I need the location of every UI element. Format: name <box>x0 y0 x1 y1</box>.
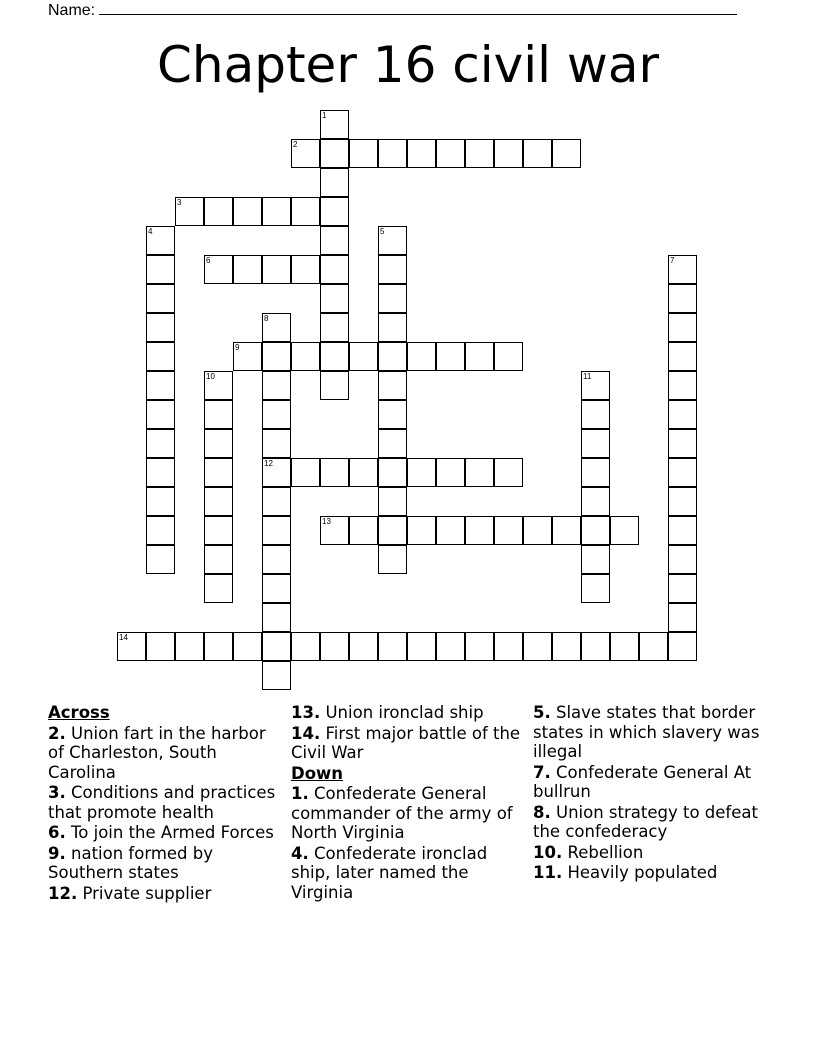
clue-item-number: 4. <box>291 843 309 863</box>
clue-item-text: Confederate General At bullrun <box>533 762 752 801</box>
grid-cell[interactable] <box>262 400 291 429</box>
grid-cell[interactable] <box>175 197 204 226</box>
grid-cell[interactable] <box>320 342 349 371</box>
clue-item <box>48 884 280 904</box>
grid-cell[interactable] <box>668 342 697 371</box>
clue-item-number: 6. <box>48 823 66 842</box>
grid-cell[interactable] <box>581 429 610 458</box>
clue-item-text: First major battle of the Civil War <box>291 723 521 762</box>
grid-cell[interactable] <box>668 313 697 342</box>
grid-cell[interactable] <box>291 197 320 226</box>
grid-cell[interactable] <box>465 139 494 168</box>
grid-cell[interactable] <box>117 632 146 661</box>
clue-item-text: Heavily populated <box>567 863 718 882</box>
clue-item <box>533 843 783 863</box>
clue-item <box>291 844 523 903</box>
grid-cell[interactable] <box>262 516 291 545</box>
grid-cell[interactable] <box>523 516 552 545</box>
grid-cell[interactable] <box>668 516 697 545</box>
grid-cell[interactable] <box>378 313 407 342</box>
grid-cell[interactable] <box>146 342 175 371</box>
grid-cell[interactable] <box>146 458 175 487</box>
grid-cell[interactable] <box>436 632 465 661</box>
grid-cell[interactable] <box>378 284 407 313</box>
clue-item <box>533 703 783 762</box>
clue-number: 11 <box>583 372 592 381</box>
grid-cell[interactable] <box>320 516 349 545</box>
clue-item-text: To join the Armed Forces <box>71 823 274 842</box>
grid-cell[interactable] <box>320 371 349 400</box>
clue-item-number: 12. <box>48 883 78 903</box>
clue-number: 5 <box>380 227 385 236</box>
clue-item-text: Private supplier <box>82 883 212 903</box>
clue-item-number: 3. <box>48 783 66 802</box>
grid-cell[interactable] <box>146 545 175 574</box>
name-label: Name: <box>48 2 96 19</box>
grid-cell[interactable] <box>262 487 291 516</box>
clue-item-number: 1. <box>291 784 309 803</box>
clues-column-1 <box>48 703 280 904</box>
grid-cell[interactable] <box>262 429 291 458</box>
clue-item-text: Conditions and practices that promote health <box>48 783 276 822</box>
grid-cell[interactable] <box>378 226 407 255</box>
grid-cell[interactable] <box>146 487 175 516</box>
grid-cell[interactable] <box>581 371 610 400</box>
grid-cell[interactable] <box>204 632 233 661</box>
grid-cell[interactable] <box>552 139 581 168</box>
grid-cell[interactable] <box>146 400 175 429</box>
grid-cell[interactable] <box>494 139 523 168</box>
clue-number: 2 <box>293 140 298 149</box>
grid-cell[interactable] <box>407 458 436 487</box>
grid-cell[interactable] <box>320 226 349 255</box>
grid-cell[interactable] <box>320 284 349 313</box>
clue-item <box>48 844 280 883</box>
grid-cell[interactable] <box>581 487 610 516</box>
clue-item <box>291 703 523 723</box>
grid-cell[interactable] <box>407 139 436 168</box>
grid-cell[interactable] <box>581 458 610 487</box>
grid-cell[interactable] <box>146 226 175 255</box>
name-underline <box>99 0 737 15</box>
grid-cell[interactable] <box>320 255 349 284</box>
grid-cell[interactable] <box>581 632 610 661</box>
grid-cell[interactable] <box>146 313 175 342</box>
grid-cell[interactable] <box>494 342 523 371</box>
clue-item-number: 13. <box>291 703 321 722</box>
across-heading: Across <box>48 703 110 722</box>
grid-cell[interactable] <box>668 603 697 632</box>
grid-cell[interactable] <box>349 632 378 661</box>
grid-cell[interactable] <box>233 632 262 661</box>
clue-item-number: 11. <box>533 863 563 882</box>
grid-cell[interactable] <box>465 632 494 661</box>
grid-cell[interactable] <box>291 632 320 661</box>
grid-cell[interactable] <box>378 487 407 516</box>
clue-item-text: Slave states that border states in which slavery was illegal <box>533 703 760 761</box>
grid-cell[interactable] <box>349 458 378 487</box>
grid-cell[interactable] <box>436 458 465 487</box>
grid-cell[interactable] <box>291 342 320 371</box>
grid-cell[interactable] <box>146 429 175 458</box>
grid-cell[interactable] <box>262 342 291 371</box>
grid-cell[interactable] <box>378 632 407 661</box>
clue-item <box>533 803 783 842</box>
grid-cell[interactable] <box>378 255 407 284</box>
grid-cell[interactable] <box>175 632 204 661</box>
grid-cell[interactable] <box>204 458 233 487</box>
grid-cell[interactable] <box>407 632 436 661</box>
grid-cell[interactable] <box>262 574 291 603</box>
grid-cell[interactable] <box>378 545 407 574</box>
clue-item <box>291 784 523 843</box>
grid-cell[interactable] <box>378 458 407 487</box>
clue-item-text: Confederate ironclad ship, later named the Virginia <box>291 843 488 902</box>
clue-number: 12 <box>264 459 273 468</box>
grid-cell[interactable] <box>320 139 349 168</box>
grid-cell[interactable] <box>378 139 407 168</box>
clue-number: 4 <box>148 227 153 236</box>
clue-item-text: Union ironclad ship <box>325 703 484 722</box>
grid-cell[interactable] <box>465 458 494 487</box>
grid-cell[interactable] <box>146 516 175 545</box>
grid-cell[interactable] <box>204 487 233 516</box>
grid-cell[interactable] <box>581 516 610 545</box>
grid-cell[interactable] <box>204 429 233 458</box>
grid-cell[interactable] <box>204 255 233 284</box>
grid-cell[interactable] <box>291 458 320 487</box>
grid-cell[interactable] <box>233 342 262 371</box>
grid-cell[interactable] <box>523 139 552 168</box>
grid-cell[interactable] <box>552 632 581 661</box>
grid-cell[interactable] <box>581 574 610 603</box>
grid-cell[interactable] <box>262 255 291 284</box>
clue-item <box>291 724 523 763</box>
clue-item-text: Union strategy to defeat the confederacy <box>533 802 758 841</box>
grid-cell[interactable] <box>494 458 523 487</box>
clue-item-number: 14. <box>291 723 321 743</box>
grid-cell[interactable] <box>610 632 639 661</box>
grid-cell[interactable] <box>668 487 697 516</box>
grid-cell[interactable] <box>262 371 291 400</box>
grid-cell[interactable] <box>581 545 610 574</box>
grid-cell[interactable] <box>668 255 697 284</box>
grid-cell[interactable] <box>146 255 175 284</box>
grid-cell[interactable] <box>204 371 233 400</box>
grid-cell[interactable] <box>262 632 291 661</box>
grid-cell[interactable] <box>146 371 175 400</box>
grid-cell[interactable] <box>668 574 697 603</box>
grid-cell[interactable] <box>262 545 291 574</box>
grid-cell[interactable] <box>436 342 465 371</box>
down-heading: Down <box>291 763 344 783</box>
grid-cell[interactable] <box>204 574 233 603</box>
grid-cell[interactable] <box>668 429 697 458</box>
grid-cell[interactable] <box>436 139 465 168</box>
grid-cell[interactable] <box>668 545 697 574</box>
grid-cell[interactable] <box>523 632 552 661</box>
grid-cell[interactable] <box>146 632 175 661</box>
grid-cell[interactable] <box>378 429 407 458</box>
clue-item-text: Confederate General commander of the army of North Virginia <box>291 784 513 842</box>
grid-cell[interactable] <box>262 661 291 690</box>
grid-cell[interactable] <box>233 255 262 284</box>
grid-cell[interactable] <box>204 197 233 226</box>
grid-cell[interactable] <box>262 603 291 632</box>
grid-cell[interactable] <box>378 342 407 371</box>
clue-number: 6 <box>206 256 211 265</box>
grid-cell[interactable] <box>320 458 349 487</box>
clue-item-text: nation formed by Southern states <box>48 843 213 882</box>
clue-number: 7 <box>670 256 675 265</box>
clue-item <box>533 763 783 802</box>
grid-cell[interactable] <box>639 632 668 661</box>
grid-cell[interactable] <box>320 632 349 661</box>
grid-cell[interactable] <box>204 516 233 545</box>
grid-cell[interactable] <box>494 516 523 545</box>
grid-cell[interactable] <box>378 371 407 400</box>
grid-cell[interactable] <box>262 313 291 342</box>
grid-cell[interactable] <box>378 400 407 429</box>
clue-item-text: Union fart in the harbor of Charleston, South Carolina <box>48 723 266 782</box>
clue-number: 10 <box>206 372 215 381</box>
clue-item-number: 8. <box>533 802 551 822</box>
grid-cell[interactable] <box>349 342 378 371</box>
clue-number: 1 <box>322 111 327 120</box>
clue-item-number: 9. <box>48 843 66 863</box>
grid-cell[interactable] <box>262 197 291 226</box>
clue-number: 8 <box>264 314 269 323</box>
clue-number: 3 <box>177 198 182 207</box>
grid-cell[interactable] <box>204 400 233 429</box>
grid-cell[interactable] <box>204 545 233 574</box>
page-title: Chapter 16 civil war <box>156 36 660 94</box>
grid-cell[interactable] <box>668 458 697 487</box>
grid-cell[interactable] <box>320 313 349 342</box>
grid-cell[interactable] <box>668 400 697 429</box>
grid-cell[interactable] <box>668 632 697 661</box>
clue-number: 13 <box>322 517 331 526</box>
clues-column-2 <box>291 703 523 903</box>
grid-cell[interactable] <box>291 139 320 168</box>
clue-item <box>48 783 280 822</box>
grid-cell[interactable] <box>494 632 523 661</box>
grid-cell[interactable] <box>407 516 436 545</box>
clue-number: 9 <box>235 343 240 352</box>
grid-cell[interactable] <box>320 168 349 197</box>
clue-item <box>48 724 280 783</box>
grid-cell[interactable] <box>349 516 378 545</box>
grid-cell[interactable] <box>320 197 349 226</box>
grid-cell[interactable] <box>378 516 407 545</box>
clue-item-number: 5. <box>533 703 551 722</box>
grid-cell[interactable] <box>465 342 494 371</box>
grid-cell[interactable] <box>349 139 378 168</box>
name-field[interactable] <box>48 0 737 21</box>
grid-cell[interactable] <box>262 458 291 487</box>
clue-number: 14 <box>119 633 128 642</box>
grid-cell[interactable] <box>581 400 610 429</box>
grid-cell[interactable] <box>610 516 639 545</box>
clues-column-3 <box>533 703 783 884</box>
grid-cell[interactable] <box>465 516 494 545</box>
grid-cell[interactable] <box>320 110 349 139</box>
grid-cell[interactable] <box>291 255 320 284</box>
grid-cell[interactable] <box>668 371 697 400</box>
grid-cell[interactable] <box>233 197 262 226</box>
grid-cell[interactable] <box>552 516 581 545</box>
clue-item-text: Rebellion <box>567 842 644 862</box>
clue-item <box>533 863 783 883</box>
clue-item-number: 2. <box>48 723 66 743</box>
grid-cell[interactable] <box>146 284 175 313</box>
clue-item <box>48 823 280 843</box>
grid-cell[interactable] <box>436 516 465 545</box>
grid-cell[interactable] <box>668 284 697 313</box>
grid-cell[interactable] <box>407 342 436 371</box>
clue-item-number: 7. <box>533 762 551 782</box>
clue-item-number: 10. <box>533 842 563 862</box>
